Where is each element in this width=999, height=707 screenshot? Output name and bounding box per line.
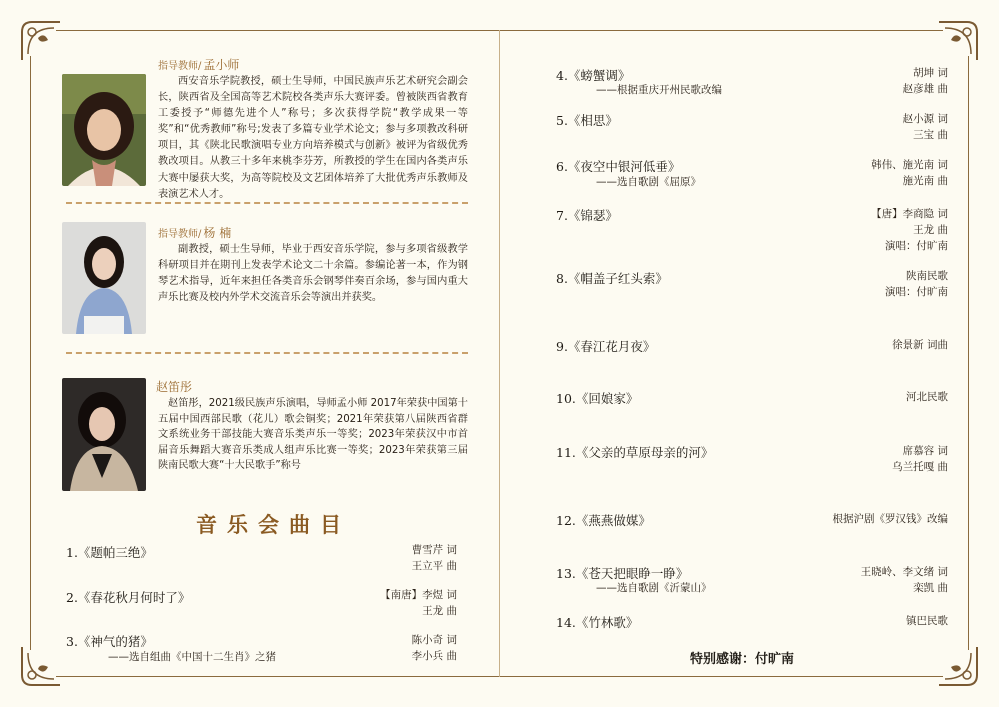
song-11-credit-2: 乌兰托嘎 曲 bbox=[892, 461, 948, 473]
song-3-subtitle: ——选自组曲《中国十二生肖》之猪 bbox=[108, 651, 276, 663]
song-2-credit-1: 【南唐】李煜 词 bbox=[380, 589, 457, 601]
song-8-credit-2: 演唱：付旷南 bbox=[885, 286, 948, 298]
divider-2 bbox=[66, 352, 468, 354]
song-11-credit-1: 席慕容 词 bbox=[902, 445, 948, 457]
song-6-credit-1: 韩伟、施光南 词 bbox=[871, 159, 948, 171]
song-5-credit-2: 三宝 曲 bbox=[913, 129, 948, 141]
song-14-title: 14.《竹林歌》 bbox=[556, 615, 639, 630]
song-1-credit-2: 王立平 曲 bbox=[411, 560, 457, 572]
performer-bio: 赵笛彤，2021级民族声乐演唱，导师孟小师 2017年荣获中国第十五届中国西部民歌（花儿）歌会铜奖；2021年荣获第八届陕西省群文系统业务干部技能大赛音乐类声乐一等奖；2023年荣获汉中市首届音乐舞蹈大赛音乐类成人组声乐比赛一等奖；2023年荣获第三届陕南民歌大赛“十大民歌手”称号 bbox=[158, 398, 468, 471]
song-13-credits bbox=[861, 564, 948, 596]
song-9-credits bbox=[892, 337, 948, 353]
song-11-title: 11.《父亲的草原母亲的河》 bbox=[556, 445, 714, 460]
song-1-credits bbox=[412, 542, 457, 574]
song-4-credit-1: 胡坤 词 bbox=[913, 67, 948, 79]
song-7-credit-3: 演唱：付旷南 bbox=[885, 240, 948, 252]
song-1-title: 1.《题帕三绝》 bbox=[66, 545, 153, 560]
song-4-title: 4.《螃蟹调》 bbox=[556, 68, 631, 83]
song-12-credit-1: 根据沪剧《罗汉钱》改编 bbox=[832, 513, 948, 525]
song-4-subtitle: ——根据重庆开州民歌改编 bbox=[596, 84, 722, 96]
song-14-credits bbox=[906, 613, 948, 629]
performer-name: 赵笛彤 bbox=[156, 380, 193, 394]
divider-1 bbox=[66, 202, 468, 204]
teacher-1-role bbox=[158, 56, 239, 73]
song-5-credits bbox=[903, 111, 948, 143]
song-9-title: 9.《春江花月夜》 bbox=[556, 339, 656, 354]
performer-photo bbox=[62, 378, 146, 491]
song-3-credit-2: 李小兵 曲 bbox=[411, 650, 457, 662]
song-12-title: 12.《燕燕做媒》 bbox=[556, 513, 651, 528]
song-3-credits bbox=[412, 632, 457, 664]
song-1-credit-1: 曹雪芹 词 bbox=[411, 544, 457, 556]
song-4-credit-2: 赵彦雄 曲 bbox=[902, 83, 948, 95]
song-8-title: 8.《帽盖子红头索》 bbox=[556, 271, 668, 286]
song-3-title: 3.《神气的猪》 bbox=[66, 634, 153, 649]
teacher-2-name: 杨 楠 bbox=[203, 226, 232, 240]
teacher-2-photo bbox=[62, 222, 146, 334]
song-13-title: 13.《苍天把眼睁一睁》 bbox=[556, 566, 689, 581]
song-7-credit-2: 王龙 曲 bbox=[913, 224, 948, 236]
song-13-subtitle: ——选自歌剧《沂蒙山》 bbox=[596, 582, 712, 594]
corner-ornament-bottom-left bbox=[18, 643, 64, 689]
teacher-1-photo bbox=[62, 74, 146, 186]
song-10-title: 10.《回娘家》 bbox=[556, 391, 639, 406]
center-fold-line bbox=[499, 30, 500, 677]
song-7-credit-1: 【唐】李商隐 词 bbox=[871, 208, 948, 220]
song-11-credits bbox=[892, 443, 948, 475]
song-7-title: 7.《锦瑟》 bbox=[556, 208, 618, 223]
song-6-credit-2: 施光南 曲 bbox=[902, 175, 948, 187]
song-12-credits bbox=[833, 511, 949, 527]
song-7-credits bbox=[871, 206, 948, 254]
corner-ornament-bottom-right bbox=[935, 643, 981, 689]
song-13-credit-1: 王晓岭、李文绪 词 bbox=[860, 566, 948, 578]
corner-ornament-top-left bbox=[18, 18, 64, 64]
teacher-1-role-label: 指导教师/ bbox=[158, 61, 202, 72]
song-2-credit-2: 王龙 曲 bbox=[422, 605, 457, 617]
teacher-2-bio: 副教授，硕士生导师，毕业于西安音乐学院，参与多项省级教学科研项目并在期刊上发表学术论文二十余篇。参编论著一本，作为钢琴艺术指导，近年来担任各类音乐会钢琴伴奏百余场，参与国内重大声乐比赛及校内外学术交流音乐会等演出并获奖。 bbox=[158, 244, 468, 304]
teacher-1-bio: 西安音乐学院教授，硕士生导师，中国民族声乐艺术研究会副会长，陕西省及全国高等艺术院校各类声乐大赛评委。曾被陕西省教育工委授予“师德先进个人”称号；多次获得学院“教学成果一等奖”和“优秀教师”称号;发表了多篇专业学术论文；参与多项教改科研项目，其《陕北民歌演唱专业方向培养模式与创新》被评为省级优秀教改项目。从教三十多年来桃李芬芳，所教授的学生在国内各类声乐大赛中屡获大奖，为高等院校及文艺团体培养了大批优秀声乐教师及表演艺术人才。 bbox=[158, 76, 468, 200]
song-8-credits bbox=[885, 268, 948, 300]
teacher-2-role bbox=[158, 224, 231, 241]
song-5-credit-1: 赵小源 词 bbox=[902, 113, 948, 125]
song-6-credits bbox=[871, 157, 948, 189]
frame-right-line bbox=[968, 56, 969, 650]
song-2-credits bbox=[380, 587, 457, 619]
song-9-credit-1: 徐景新 词曲 bbox=[892, 339, 948, 351]
song-3-credit-1: 陈小奇 词 bbox=[411, 634, 457, 646]
song-10-credits bbox=[906, 389, 948, 405]
song-10-credit-1: 河北民歌 bbox=[906, 391, 948, 403]
program-title: 音乐会曲目 bbox=[196, 512, 351, 537]
song-5-title: 5.《相思》 bbox=[556, 113, 618, 128]
frame-left-line bbox=[30, 56, 31, 650]
song-13-credit-2: 栾凯 曲 bbox=[913, 582, 948, 594]
song-8-credit-1: 陕南民歌 bbox=[906, 270, 948, 282]
teacher-2-role-label: 指导教师/ bbox=[158, 229, 202, 240]
special-thanks: 特别感谢：付旷南 bbox=[690, 652, 795, 667]
corner-ornament-top-right bbox=[935, 18, 981, 64]
song-6-subtitle: ——选自歌剧《屈原》 bbox=[596, 176, 701, 188]
song-6-title: 6.《夜空中银河低垂》 bbox=[556, 159, 681, 174]
song-2-title: 2.《春花秋月何时了》 bbox=[66, 590, 191, 605]
teacher-1-name: 孟小师 bbox=[203, 58, 240, 72]
song-4-credits bbox=[903, 65, 948, 97]
song-14-credit-1: 镇巴民歌 bbox=[906, 615, 948, 627]
